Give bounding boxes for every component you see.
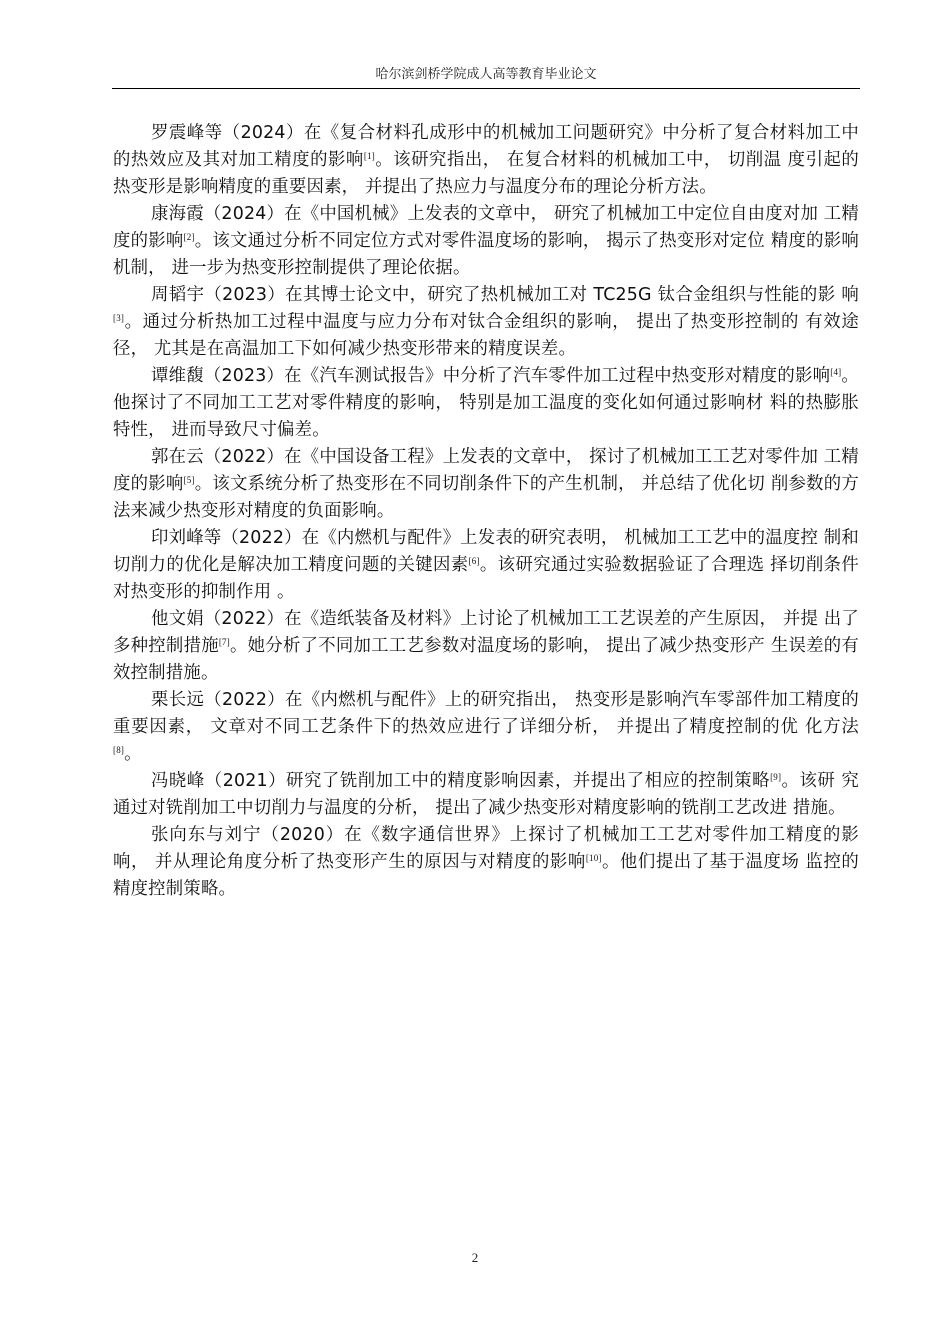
paragraph-text: 冯晓峰（2021）研究了铣削加工中的精度影响因素，并提出了相应的控制策略 — [151, 771, 771, 791]
citation-ref: [10] — [585, 853, 602, 863]
paragraph-text: 谭维馥（2023）在《汽车测试报告》中分析了汽车零件加工过程中热变形对精度的影响 — [151, 366, 831, 386]
citation-ref: [7] — [218, 637, 230, 647]
paragraph-8 — [113, 687, 859, 768]
page-number: 2 — [471, 1250, 479, 1265]
header-title: 哈尔滨剑桥学院成人高等教育毕业论文 — [375, 67, 597, 82]
paragraph-text: 。该研究指出， 在复合材料的机械加工中， 切削温 度引起的热变形是影响精度的重要因素， 并提出了热应力与温度分布的理论分析方法。 — [113, 150, 859, 197]
paragraph-1 — [113, 120, 859, 201]
citation-ref: [1] — [363, 151, 375, 161]
paragraph-text: 张向东与刘宁（2020）在《数字通信世界》上探讨了机械加工工艺对零件加工精度的影响， 并从理论角度分析了热变形产生的原因与对精度的影响 — [113, 825, 859, 872]
paragraph-4 — [113, 363, 859, 444]
citation-ref: [3] — [113, 313, 125, 323]
running-header — [112, 66, 860, 89]
paragraph-text: 。该文通过分析不同定位方式对零件温度场的影响， 揭示了热变形对定位 精度的影响机制， 进一步为热变形控制提供了理论依据。 — [113, 231, 859, 278]
paragraph-text: 栗长远（2022）在《内燃机与配件》上的研究指出， 热变形是影响汽车零部件加工精度的重要因素， 文章对不同工艺条件下的热效应进行了详细分析， 并提出了精度控制的优 化方法 — [113, 690, 859, 737]
paragraph-text: 周韬宇（2023）在其博士论文中，研究了热机械加工对 TC25G 钛合金组织与性能的影 响 — [151, 285, 859, 305]
paragraph-text: 。该研究通过实验数据验证了合理选 择切削条件对热变形的抑制作用 。 — [113, 555, 859, 602]
paragraph-7 — [113, 606, 859, 687]
body-text — [113, 120, 859, 903]
paragraph-text: 。通过分析热加工过程中温度与应力分布对钛合金组织的影响， 提出了热变形控制的 有效途径， 尤其是在高温加工下如何减少热变形带来的精度误差。 — [113, 312, 859, 359]
paragraph-text: 他文娟（2022）在《造纸装备及材料》上讨论了机械加工工艺误差的产生原因， 并提 出了多种控制措施 — [113, 609, 859, 656]
paragraph-5 — [113, 444, 859, 525]
citation-ref: [4] — [830, 367, 842, 377]
paragraph-text: 。该文系统分析了热变形在不同切削条件下的产生机制， 并总结了优化切 削参数的方法来减少热变形对精度的负面影响。 — [113, 474, 859, 521]
paragraph-text: 。他探讨了不同加工工艺对零件精度的影响， 特别是加工温度的变化如何通过影响材 料的热膨胀特性， 进而导致尺寸偏差。 — [113, 366, 860, 440]
paragraph-9 — [113, 768, 859, 822]
paragraph-text: 。该研 究通过对铣削加工中切削力与温度的分析， 提出了减少热变形对精度影响的铣削工艺改进 措施。 — [113, 771, 859, 818]
citation-ref: [8] — [113, 745, 125, 755]
citation-ref: [5] — [183, 475, 195, 485]
paragraph-text: 。她分析了不同加工工艺参数对温度场的影响， 提出了减少热变形产 生误差的有效控制措施。 — [113, 636, 859, 683]
paragraph-text: 。 — [124, 744, 142, 764]
paragraph-text: 郭在云（2022）在《中国设备工程》上发表的文章中， 探讨了机械加工工艺对零件加 工精度的影响 — [113, 447, 859, 494]
citation-ref: [2] — [183, 232, 195, 242]
paragraph-text: 印刘峰等（2022）在《内燃机与配件》上发表的研究表明， 机械加工工艺中的温度控 制和切削力的优化是解决加工精度问题的关键因素 — [113, 528, 859, 575]
paragraph-6 — [113, 525, 859, 606]
citation-ref: [6] — [468, 556, 480, 566]
paragraph-3 — [113, 282, 859, 363]
paragraph-10 — [113, 822, 859, 903]
paragraph-text: 。他们提出了基于温度场 监控的精度控制策略。 — [113, 852, 860, 899]
paragraph-text: 康海霞（2024）在《中国机械》上发表的文章中， 研究了机械加工中定位自由度对加 工精度的影响 — [113, 204, 859, 251]
citation-ref: [9] — [770, 772, 782, 782]
paragraph-2 — [113, 201, 859, 282]
paragraph-text: 罗震峰等（2024）在《复合材料孔成形中的机械加工问题研究》中分析了复合材料加工中的热效应及其对加工精度的影响 — [113, 123, 859, 170]
